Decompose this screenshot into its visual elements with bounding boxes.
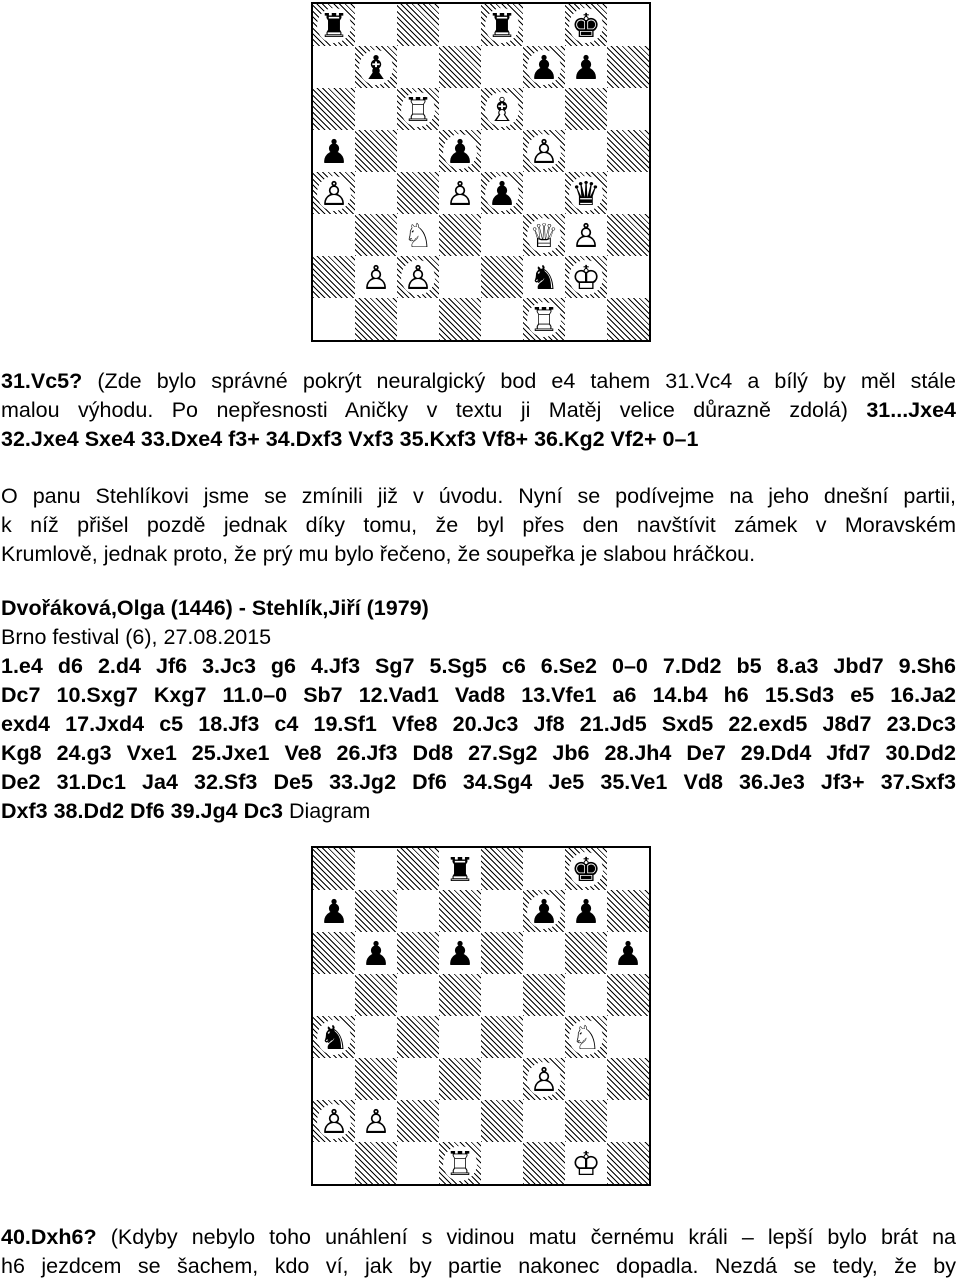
square-f4 bbox=[523, 1016, 565, 1058]
square-d7 bbox=[439, 46, 481, 88]
intro-line: O panu Stehlíkovi jsme se zmínili již v úvodu. Nyní se podívejme na jeho dnešní partii, bbox=[1, 484, 956, 508]
black-pawn-icon: ♟ bbox=[445, 933, 475, 973]
square-g5 bbox=[565, 974, 607, 1016]
move-sequence-bold: 32.Jxe4 Sxe4 33.Dxe4 f3+ 34.Dxf3 Vxf3 35.Kxf3 Vf8+ 36.Kg2 Vf2+ 0–1 bbox=[1, 427, 699, 451]
square-g7 bbox=[565, 46, 607, 88]
square-h7 bbox=[607, 890, 649, 932]
square-a1 bbox=[313, 298, 355, 340]
square-e3 bbox=[481, 214, 523, 256]
square-h2 bbox=[607, 1100, 649, 1142]
square-d4 bbox=[439, 1016, 481, 1058]
moves-line: Dxf3 38.Dd2 Df6 39.Jg4 Dc3 bbox=[1, 799, 284, 823]
square-c3 bbox=[397, 214, 439, 256]
square-c5 bbox=[397, 130, 439, 172]
white-pawn-icon: ♙ bbox=[571, 215, 601, 255]
square-b4 bbox=[355, 1016, 397, 1058]
square-d4 bbox=[439, 172, 481, 214]
square-b2 bbox=[355, 1100, 397, 1142]
white-king-icon: ♔ bbox=[571, 257, 601, 297]
commentary-text: (Zde bylo správné pokrýt neuralgický bod e4 tahem 31.Vc4 a bílý by měl stále bbox=[82, 369, 956, 393]
square-e3 bbox=[481, 1058, 523, 1100]
black-pawn-icon: ♟ bbox=[613, 933, 643, 973]
square-a6 bbox=[313, 932, 355, 974]
square-e1 bbox=[481, 298, 523, 340]
white-pawn-icon: ♙ bbox=[361, 257, 391, 297]
square-h5 bbox=[607, 130, 649, 172]
square-e1 bbox=[481, 1142, 523, 1184]
square-f7 bbox=[523, 46, 565, 88]
square-a6 bbox=[313, 88, 355, 130]
square-g5 bbox=[565, 130, 607, 172]
white-bishop-icon: ♗ bbox=[487, 89, 517, 129]
square-c4 bbox=[397, 172, 439, 214]
black-bishop-icon: ♝ bbox=[361, 47, 391, 87]
moves-line: De2 31.Dc1 Ja4 32.Sf3 De5 33.Jg2 Df6 34.Sg4 Je5 35.Ve1 Vd8 36.Je3 Jf3+ 37.Sxf3 bbox=[1, 770, 956, 794]
square-b1 bbox=[355, 1142, 397, 1184]
square-a4 bbox=[313, 1016, 355, 1058]
black-rook-icon: ♜ bbox=[487, 5, 517, 45]
square-c5 bbox=[397, 974, 439, 1016]
square-a8 bbox=[313, 848, 355, 890]
black-knight-icon: ♞ bbox=[319, 1017, 349, 1057]
square-g2 bbox=[565, 1100, 607, 1142]
square-g8 bbox=[565, 4, 607, 46]
white-pawn-icon: ♙ bbox=[319, 173, 349, 213]
square-b7 bbox=[355, 46, 397, 88]
square-c7 bbox=[397, 890, 439, 932]
square-c8 bbox=[397, 848, 439, 890]
square-h5 bbox=[607, 974, 649, 1016]
square-c7 bbox=[397, 46, 439, 88]
square-a1 bbox=[313, 1142, 355, 1184]
square-c4 bbox=[397, 1016, 439, 1058]
square-h6 bbox=[607, 88, 649, 130]
square-e6 bbox=[481, 88, 523, 130]
square-g6 bbox=[565, 88, 607, 130]
white-rook-icon: ♖ bbox=[403, 89, 433, 129]
square-b6 bbox=[355, 88, 397, 130]
square-g7 bbox=[565, 890, 607, 932]
square-h4 bbox=[607, 1016, 649, 1058]
black-king-icon: ♚ bbox=[571, 5, 601, 45]
square-a4 bbox=[313, 172, 355, 214]
black-pawn-icon: ♟ bbox=[571, 47, 601, 87]
square-f6 bbox=[523, 88, 565, 130]
square-b7 bbox=[355, 890, 397, 932]
white-pawn-icon: ♙ bbox=[319, 1101, 349, 1141]
square-d3 bbox=[439, 1058, 481, 1100]
square-b5 bbox=[355, 130, 397, 172]
square-f2 bbox=[523, 1100, 565, 1142]
square-b4 bbox=[355, 172, 397, 214]
square-d2 bbox=[439, 256, 481, 298]
square-a3 bbox=[313, 1058, 355, 1100]
square-g2 bbox=[565, 256, 607, 298]
square-e8 bbox=[481, 4, 523, 46]
square-a3 bbox=[313, 214, 355, 256]
black-knight-icon: ♞ bbox=[529, 257, 559, 297]
square-g3 bbox=[565, 214, 607, 256]
square-h4 bbox=[607, 172, 649, 214]
square-g1 bbox=[565, 298, 607, 340]
square-h3 bbox=[607, 1058, 649, 1100]
white-rook-icon: ♖ bbox=[445, 1143, 475, 1183]
white-knight-icon: ♘ bbox=[403, 215, 433, 255]
commentary-text: malou výhodu. Po nepřesnosti Aničky v textu ji Matěj velice důrazně zdolá) bbox=[1, 398, 867, 422]
square-d5 bbox=[439, 130, 481, 172]
square-d7 bbox=[439, 890, 481, 932]
white-pawn-icon: ♙ bbox=[529, 1059, 559, 1099]
square-d1 bbox=[439, 1142, 481, 1184]
white-knight-icon: ♘ bbox=[571, 1017, 601, 1057]
game-event: Brno festival (6), 27.08.2015 bbox=[1, 625, 272, 649]
square-e7 bbox=[481, 890, 523, 932]
square-d6 bbox=[439, 932, 481, 974]
square-g4 bbox=[565, 172, 607, 214]
square-g4 bbox=[565, 1016, 607, 1058]
white-pawn-icon: ♙ bbox=[529, 131, 559, 171]
move-bold: 40.Dxh6? bbox=[1, 1225, 97, 1249]
commentary-text: h6 jezdcem se šachem, kdo ví, jak by partie nakonec dopadla. Nezdá se tedy, že by bbox=[1, 1254, 956, 1278]
white-pawn-icon: ♙ bbox=[445, 173, 475, 213]
square-f8 bbox=[523, 848, 565, 890]
white-rook-icon: ♖ bbox=[529, 299, 559, 339]
square-c6 bbox=[397, 88, 439, 130]
black-pawn-icon: ♟ bbox=[361, 933, 391, 973]
square-d8 bbox=[439, 4, 481, 46]
square-b1 bbox=[355, 298, 397, 340]
square-c2 bbox=[397, 1100, 439, 1142]
black-pawn-icon: ♟ bbox=[319, 131, 349, 171]
square-g6 bbox=[565, 932, 607, 974]
square-e2 bbox=[481, 256, 523, 298]
diagram-reference: Diagram bbox=[283, 799, 371, 823]
square-d1 bbox=[439, 298, 481, 340]
paragraph-commentary-2 bbox=[1, 1223, 956, 1281]
black-pawn-icon: ♟ bbox=[529, 47, 559, 87]
square-f3 bbox=[523, 214, 565, 256]
square-a8 bbox=[313, 4, 355, 46]
square-h8 bbox=[607, 4, 649, 46]
black-pawn-icon: ♟ bbox=[529, 891, 559, 931]
square-c3 bbox=[397, 1058, 439, 1100]
square-f3 bbox=[523, 1058, 565, 1100]
square-h3 bbox=[607, 214, 649, 256]
move-bold: 31...Jxe4 bbox=[866, 398, 956, 422]
square-a5 bbox=[313, 130, 355, 172]
moves-line: exd4 17.Jxd4 c5 18.Jf3 c4 19.Sf1 Vfe8 20.Jc3 Jf8 21.Jd5 Sxd5 22.exd5 J8d7 23.Dc3 bbox=[1, 712, 956, 736]
square-e5 bbox=[481, 130, 523, 172]
square-e6 bbox=[481, 932, 523, 974]
black-queen-icon: ♛ bbox=[571, 173, 601, 213]
square-e8 bbox=[481, 848, 523, 890]
black-pawn-icon: ♟ bbox=[445, 131, 475, 171]
chess-diagram-1 bbox=[311, 2, 651, 342]
square-f1 bbox=[523, 1142, 565, 1184]
square-f5 bbox=[523, 130, 565, 172]
white-queen-icon: ♕ bbox=[529, 215, 559, 255]
square-c1 bbox=[397, 298, 439, 340]
square-f2 bbox=[523, 256, 565, 298]
game-header bbox=[1, 594, 956, 652]
square-e4 bbox=[481, 172, 523, 214]
square-d3 bbox=[439, 214, 481, 256]
square-b8 bbox=[355, 4, 397, 46]
square-d8 bbox=[439, 848, 481, 890]
game-moves bbox=[1, 652, 956, 826]
square-a2 bbox=[313, 1100, 355, 1142]
move-bold: 31.Vc5? bbox=[1, 369, 83, 393]
square-e5 bbox=[481, 974, 523, 1016]
square-h2 bbox=[607, 256, 649, 298]
square-a5 bbox=[313, 974, 355, 1016]
square-g1 bbox=[565, 1142, 607, 1184]
chess-diagram-2 bbox=[311, 846, 651, 1186]
square-a2 bbox=[313, 256, 355, 298]
moves-line: Kg8 24.g3 Vxe1 25.Jxe1 Ve8 26.Jf3 Dd8 27.Sg2 Jb6 28.Jh4 De7 29.Dd4 Jfd7 30.Dd2 bbox=[1, 741, 956, 765]
square-b3 bbox=[355, 214, 397, 256]
moves-line: 1.e4 d6 2.d4 Jf6 3.Jc3 g6 4.Jf3 Sg7 5.Sg5 c6 6.Se2 0–0 7.Dd2 b5 8.a3 Jbd7 9.Sh6 bbox=[1, 654, 956, 678]
white-king-icon: ♔ bbox=[571, 1143, 601, 1183]
black-pawn-icon: ♟ bbox=[319, 891, 349, 931]
square-h6 bbox=[607, 932, 649, 974]
square-h8 bbox=[607, 848, 649, 890]
square-f7 bbox=[523, 890, 565, 932]
white-pawn-icon: ♙ bbox=[403, 257, 433, 297]
square-f1 bbox=[523, 298, 565, 340]
square-c2 bbox=[397, 256, 439, 298]
square-b3 bbox=[355, 1058, 397, 1100]
square-c8 bbox=[397, 4, 439, 46]
square-h1 bbox=[607, 1142, 649, 1184]
square-b2 bbox=[355, 256, 397, 298]
game-players: Dvořáková,Olga (1446) - Stehlík,Jiří (1979) bbox=[1, 596, 429, 620]
white-pawn-icon: ♙ bbox=[361, 1101, 391, 1141]
square-e7 bbox=[481, 46, 523, 88]
square-c6 bbox=[397, 932, 439, 974]
square-g3 bbox=[565, 1058, 607, 1100]
black-rook-icon: ♜ bbox=[445, 849, 475, 889]
black-king-icon: ♚ bbox=[571, 849, 601, 889]
black-rook-icon: ♜ bbox=[319, 5, 349, 45]
square-h1 bbox=[607, 298, 649, 340]
moves-line: Dc7 10.Sxg7 Kxg7 11.0–0 Sb7 12.Vad1 Vad8 13.Vfe1 a6 14.b4 h6 15.Sd3 e5 16.Ja2 bbox=[1, 683, 956, 707]
paragraph-intro bbox=[1, 482, 956, 569]
square-f5 bbox=[523, 974, 565, 1016]
square-a7 bbox=[313, 890, 355, 932]
square-f6 bbox=[523, 932, 565, 974]
intro-line: Krumlově, jednak proto, že prý mu bylo řečeno, že soupeřka je slabou hráčkou. bbox=[1, 542, 756, 566]
square-d6 bbox=[439, 88, 481, 130]
square-f8 bbox=[523, 4, 565, 46]
square-b6 bbox=[355, 932, 397, 974]
square-g8 bbox=[565, 848, 607, 890]
square-h7 bbox=[607, 46, 649, 88]
square-a7 bbox=[313, 46, 355, 88]
square-d5 bbox=[439, 974, 481, 1016]
paragraph-commentary-1 bbox=[1, 367, 956, 454]
square-f4 bbox=[523, 172, 565, 214]
commentary-text: (Kdyby nebylo toho unáhlení s vidinou matu černému králi – lepší bylo brát na bbox=[96, 1225, 956, 1249]
square-e4 bbox=[481, 1016, 523, 1058]
intro-line: k níž přišel pozdě jednak díky tomu, že byl přes den navštívit zámek v Moravském bbox=[1, 513, 956, 537]
square-e2 bbox=[481, 1100, 523, 1142]
square-d2 bbox=[439, 1100, 481, 1142]
square-c1 bbox=[397, 1142, 439, 1184]
black-pawn-icon: ♟ bbox=[571, 891, 601, 931]
black-pawn-icon: ♟ bbox=[487, 173, 517, 213]
square-b5 bbox=[355, 974, 397, 1016]
square-b8 bbox=[355, 848, 397, 890]
